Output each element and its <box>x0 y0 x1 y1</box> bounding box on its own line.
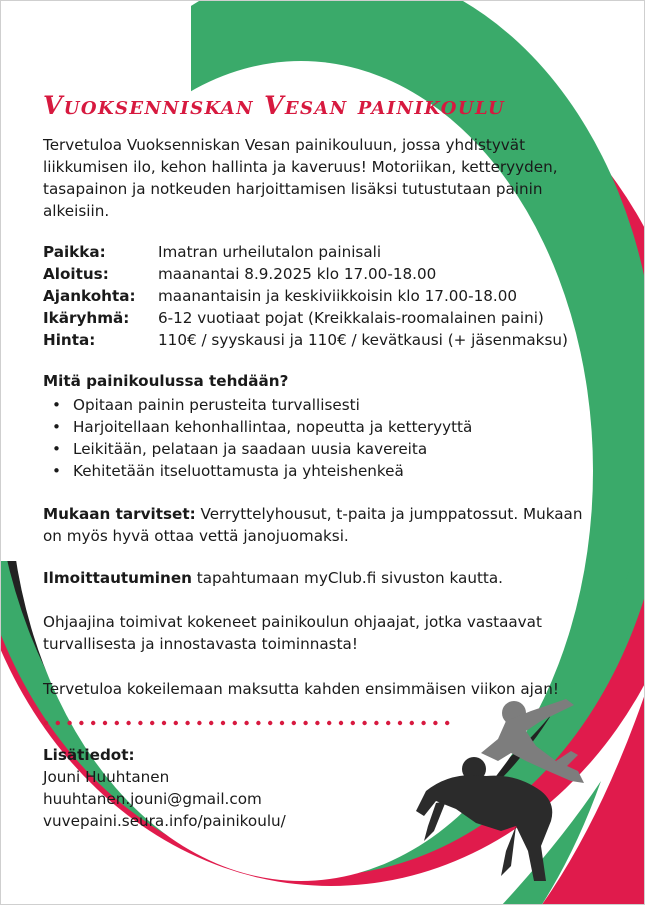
needs-body: Verryttelyhousut, t-paita ja jumppatossut. Mukaan on myös hyvä ottaa vettä janojuomaksi. <box>43 505 583 545</box>
list-item: • Kehitetään itseluottamusta ja yhteishenkeä <box>43 460 472 482</box>
divider-dot <box>233 721 237 725</box>
info-value: 6-12 vuotiaat pojat (Kreikkalais-roomalainen paini) <box>158 309 544 327</box>
info-value: maanantaisin ja keskiviikkoisin klo 17.00-18.00 <box>158 287 518 305</box>
info-row-start <box>43 263 568 285</box>
divider-dot <box>115 721 119 725</box>
welcome-text: Tervetuloa kokeilemaan maksutta kahden ensimmäisen viikon ajan! <box>43 680 559 698</box>
divider-dot <box>126 721 130 725</box>
needs-text <box>43 503 593 547</box>
list-item: • Opitaan painin perusteita turvallisesti <box>43 394 472 416</box>
info-row-price <box>43 329 568 351</box>
info-label: Ajankohta: <box>43 287 136 305</box>
divider-dot <box>351 721 355 725</box>
info-value: maanantai 8.9.2025 klo 17.00-18.00 <box>158 265 437 283</box>
divider-dot <box>339 721 343 725</box>
page-title: Vuoksenniskan Vesan painikoulu <box>43 91 506 120</box>
info-label: Hinta: <box>43 331 96 349</box>
info-label: Paikka: <box>43 243 106 261</box>
info-row-place <box>43 241 568 263</box>
divider-dot <box>374 721 378 725</box>
divider-dot <box>244 721 248 725</box>
divider-dot <box>91 721 95 725</box>
divider-dot <box>185 721 189 725</box>
divider-dot <box>221 721 225 725</box>
wrestlers-silhouette <box>406 691 606 891</box>
contact-heading: Lisätiedot: <box>43 746 135 764</box>
needs-label: Mukaan tarvitset: <box>43 505 196 523</box>
divider-dot <box>44 721 48 725</box>
contact-name: Jouni Huuhtanen <box>43 768 170 786</box>
divider-dot <box>174 721 178 725</box>
grey-wrestler <box>481 699 584 783</box>
divider-dot <box>327 721 331 725</box>
info-table <box>43 241 568 351</box>
registration-body: tapahtumaan myClub.fi sivuston kautta. <box>191 569 503 587</box>
divider-dot <box>292 721 296 725</box>
divider-dot <box>103 721 107 725</box>
divider-dot <box>303 721 307 725</box>
divider-dot <box>256 721 260 725</box>
divider-dot <box>362 721 366 725</box>
info-value: Imatran urheilutalon painisali <box>158 243 382 261</box>
contact-block <box>43 744 286 832</box>
activities-heading: Mitä painikoulussa tehdään? <box>43 372 289 390</box>
list-item: • Leikitään, pelataan ja saadaan uusia kavereita <box>43 438 472 460</box>
contact-email[interactable]: huuhtanen.jouni@gmail.com <box>43 790 262 808</box>
divider-dot <box>280 721 284 725</box>
info-row-age-group <box>43 307 568 329</box>
divider-dot <box>79 721 83 725</box>
divider-dot <box>162 721 166 725</box>
info-row-schedule <box>43 285 568 307</box>
list-item: • Harjoitellaan kehonhallintaa, nopeutta ja ketteryyttä <box>43 416 472 438</box>
info-label: Aloitus: <box>43 265 109 283</box>
dotted-divider <box>43 719 455 727</box>
divider-dot <box>315 721 319 725</box>
divider-dot <box>209 721 213 725</box>
contact-website[interactable]: vuvepaini.seura.info/painikoulu/ <box>43 812 286 830</box>
intro-text: Tervetuloa Vuoksenniskan Vesan painikouluun, jossa yhdistyvät liikkumisen ilo, kehon hallinta ja kaveruus! Motoriikan, ketteryyden, tasapainon ja notkeuden harjoittamisen lisäksi tutustutaan painin alkeisiin. <box>43 136 558 220</box>
divider-dot <box>268 721 272 725</box>
divider-dot <box>197 721 201 725</box>
divider-dot <box>398 721 402 725</box>
activities-list <box>43 394 472 482</box>
registration-label: Ilmoittautuminen <box>43 569 192 587</box>
divider-dot <box>386 721 390 725</box>
info-value: 110€ / syyskausi ja 110€ / kevätkausi (+ jäsenmaksu) <box>158 331 568 349</box>
divider-dot <box>67 721 71 725</box>
registration-text <box>43 567 593 589</box>
info-label: Ikäryhmä: <box>43 309 130 327</box>
divider-dot <box>56 721 60 725</box>
black-wrestler <box>416 757 552 881</box>
divider-dot <box>138 721 142 725</box>
instructors-text: Ohjaajina toimivat kokeneet painikoulun ohjaajat, jotka vastaavat turvallisesta ja innostavasta toiminnasta! <box>43 613 542 653</box>
divider-dot <box>150 721 154 725</box>
